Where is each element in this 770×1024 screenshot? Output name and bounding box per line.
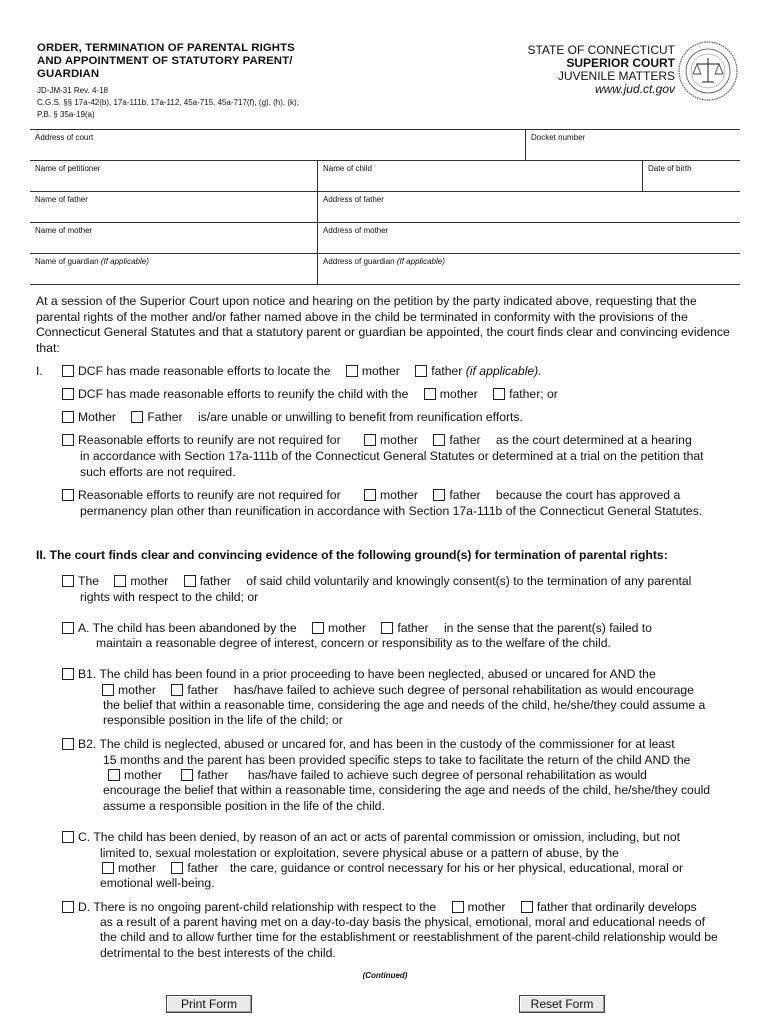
mother-name-field[interactable]: Name of mother bbox=[35, 226, 93, 235]
s2-a-mother-checkbox[interactable] bbox=[312, 622, 324, 634]
s2-b1-mother-checkbox[interactable] bbox=[102, 684, 114, 696]
s2-b1-checkbox[interactable] bbox=[62, 668, 74, 680]
print-form-button[interactable]: Print Form bbox=[166, 995, 252, 1013]
s1-not-required-hearing: Reasonable efforts to reunify are not required for mother father as the court determined at a hearing bbox=[62, 433, 692, 449]
row-father bbox=[30, 191, 740, 222]
s1-hearing-father-checkbox[interactable] bbox=[433, 434, 445, 446]
s1-hearing-checkbox[interactable] bbox=[62, 434, 74, 446]
title-line-3: GUARDIAN bbox=[37, 68, 100, 80]
s1-unable-mother-checkbox[interactable] bbox=[62, 411, 74, 423]
s2-c-line-2: limited to, sexual molestation or exploitation, severe physical abuse or a pattern of abuse, by the bbox=[100, 846, 619, 860]
s2-d-line-3: the child and to allow further time for the establishment or reestablishment of the parent-child relationship would be bbox=[100, 930, 718, 944]
s2-consent-line-2: rights with respect to the child; or bbox=[80, 590, 259, 604]
s1-reunify-line: DCF has made reasonable efforts to reunify the child with the mother father; or bbox=[62, 387, 558, 403]
s2-b2-line-2: 15 months and the parent has been provided specific steps to take to facilitate the return of the child AND the bbox=[103, 753, 691, 767]
s2-consent-line: The mother father of said child voluntarily and knowingly consent(s) to the termination of any parental bbox=[62, 574, 691, 590]
s2-d-line: D. There is no ongoing parent-child relationship with respect to the mother father that ordinarily develops bbox=[62, 900, 697, 916]
s1-reunify-mother-checkbox[interactable] bbox=[424, 388, 436, 400]
intro-paragraph: At a session of the Superior Court upon notice and hearing on the petition by the party indicated above, requesting that the parental rights of the mother and/or father named above in the child be terminated in conformity with the provisions of the Connecticut General Statutes and that a statutory parent or guardian be appointed, the court finds clear and convincing evidence that: bbox=[36, 294, 730, 355]
address-of-court-field[interactable]: Address of court bbox=[35, 133, 94, 142]
s2-a-father-checkbox[interactable] bbox=[381, 622, 393, 634]
row-guardian bbox=[30, 253, 740, 285]
s2-a-line: A. The child has been abandoned by the mother father in the sense that the parent(s) failed to bbox=[62, 621, 652, 637]
s2-d-checkbox[interactable] bbox=[62, 901, 74, 913]
s1-locate-checkbox[interactable] bbox=[62, 365, 74, 377]
father-address-field[interactable]: Address of father bbox=[317, 192, 740, 222]
guardian-name-field[interactable]: Name of guardian (If applicable) bbox=[35, 257, 149, 266]
matters-name: JUVENILE MATTERS bbox=[557, 69, 675, 83]
s1-locate-line: DCF has made reasonable efforts to locate the mother father (if applicable). bbox=[62, 364, 542, 380]
s2-b2-checkbox[interactable] bbox=[62, 738, 74, 750]
s2-b2-line-3: mother father has/have failed to achieve such degree of personal rehabilitation as would bbox=[108, 768, 647, 784]
s1-hearing-line-2: in accordance with Section 17a-111b of the Connecticut General Statutes or determined at a trial on the petition that bbox=[80, 449, 704, 463]
s2-c-line: C. The child has been denied, by reason of an act or acts of parental commission or omission, including, but not bbox=[62, 830, 680, 846]
s2-c-mother-checkbox[interactable] bbox=[102, 862, 114, 874]
s2-consent-father-checkbox[interactable] bbox=[184, 575, 196, 587]
website: www.jud.ct.gov bbox=[594, 82, 675, 96]
s2-d-father-checkbox[interactable] bbox=[521, 901, 533, 913]
s1-plan-mother-checkbox[interactable] bbox=[364, 489, 376, 501]
reset-form-button[interactable]: Reset Form bbox=[519, 995, 605, 1013]
s2-c-checkbox[interactable] bbox=[62, 831, 74, 843]
continued-label: (Continued) bbox=[362, 971, 408, 980]
s2-c-line-4: emotional well-being. bbox=[100, 876, 215, 890]
s2-d-line-4: detrimental to the best interests of the child. bbox=[100, 946, 336, 960]
date-of-birth-field[interactable]: Date of birth bbox=[642, 161, 740, 191]
mother-address-field[interactable]: Address of mother bbox=[317, 223, 740, 253]
s1-hearing-line-3: such efforts are not required. bbox=[80, 465, 236, 479]
petitioner-field[interactable]: Name of petitioner bbox=[35, 164, 101, 173]
s1-plan-line-2: permanency plan other than reunification in accordance with Section 17a-111b of the Connecticut General Statutes. bbox=[80, 504, 703, 518]
child-name-field[interactable]: Name of child bbox=[317, 161, 642, 191]
form-title bbox=[37, 42, 367, 81]
s2-b2-line-5: assume a responsible position in the life of the child. bbox=[103, 799, 385, 813]
s2-consent-mother-checkbox[interactable] bbox=[114, 575, 126, 587]
s2-a-line-2: maintain a reasonable degree of interest, concern or responsibility as to the welfare of the child. bbox=[96, 636, 611, 650]
s2-b2-father-checkbox[interactable] bbox=[181, 769, 193, 781]
row-court bbox=[30, 129, 740, 160]
form-number: JD-JM-31 Rev. 4-18 bbox=[37, 86, 108, 95]
s1-unable-line: Mother Father is/are unable or unwilling to benefit from reunification efforts. bbox=[62, 410, 523, 426]
father-name-field[interactable]: Name of father bbox=[35, 195, 88, 204]
s2-b2-mother-checkbox[interactable] bbox=[108, 769, 120, 781]
s2-b1-line: B1. The child has been found in a prior proceeding to have been neglected, abused or uncared for AND the bbox=[62, 667, 656, 683]
s1-not-required-plan: Reasonable efforts to reunify are not required for mother father because the court has approved a bbox=[62, 488, 680, 504]
row-petitioner bbox=[30, 160, 740, 191]
row-mother bbox=[30, 222, 740, 253]
statutes-line-1: C.G.S. §§ 17a-42(b), 17a-111b, 17a-112, 45a-715, 45a-717(f), (g), (h), (k); bbox=[37, 98, 299, 107]
s1-reunify-checkbox[interactable] bbox=[62, 388, 74, 400]
s2-d-mother-checkbox[interactable] bbox=[452, 901, 464, 913]
case-fields bbox=[30, 129, 740, 285]
s2-c-line-3: mother father the care, guidance or control necessary for his or her physical, educational, moral or bbox=[102, 861, 683, 877]
s2-c-father-checkbox[interactable] bbox=[171, 862, 183, 874]
title-line-2: AND APPOINTMENT OF STATUTORY PARENT/ bbox=[37, 55, 293, 67]
s2-b2-line: B2. The child is neglected, abused or uncared for, and has been in the custody of the commissioner for at least bbox=[62, 737, 675, 753]
section-1-numeral: I. bbox=[36, 364, 43, 378]
s1-locate-father-checkbox[interactable] bbox=[415, 365, 427, 377]
s2-a-checkbox[interactable] bbox=[62, 622, 74, 634]
court-name: SUPERIOR COURT bbox=[566, 56, 675, 70]
state-name: STATE OF CONNECTICUT bbox=[527, 43, 675, 57]
docket-number-field[interactable]: Docket number bbox=[525, 130, 740, 160]
s2-b1-line-4: responsible position in the life of the child; or bbox=[103, 713, 343, 727]
s1-reunify-father-checkbox[interactable] bbox=[493, 388, 505, 400]
s2-b1-line-2: mother father has/have failed to achieve such degree of personal rehabilitation as would encourage bbox=[102, 683, 694, 699]
s2-b2-line-4: encourage the belief that within a reasonable time, considering the age and needs of the child, he/she/they could bbox=[103, 783, 711, 797]
title-line-1: ORDER, TERMINATION OF PARENTAL RIGHTS bbox=[37, 42, 295, 54]
s2-b1-father-checkbox[interactable] bbox=[171, 684, 183, 696]
s2-d-line-2: as a result of a parent having met on a day-to-day basis the physical, emotional, moral and educational needs of bbox=[100, 915, 705, 929]
s1-plan-father-checkbox[interactable] bbox=[433, 489, 445, 501]
s1-unable-father-checkbox[interactable] bbox=[131, 411, 143, 423]
s1-locate-mother-checkbox[interactable] bbox=[346, 365, 358, 377]
court-block bbox=[527, 44, 675, 96]
court-seal-icon bbox=[677, 40, 739, 102]
guardian-address-field[interactable]: Address of guardian (If applicable) bbox=[317, 254, 740, 284]
statutes-line-2: P.B. § 35a-19(a) bbox=[37, 110, 95, 119]
s2-b1-line-3: the belief that within a reasonable time, considering the age and needs of the child, he/she/they could assume a bbox=[103, 698, 706, 712]
s1-hearing-mother-checkbox[interactable] bbox=[364, 434, 376, 446]
s1-plan-checkbox[interactable] bbox=[62, 489, 74, 501]
s2-consent-checkbox[interactable] bbox=[62, 575, 74, 587]
form-info bbox=[37, 85, 299, 121]
section-2-heading: II. The court finds clear and convincing evidence of the following ground(s) for termination of parental rights: bbox=[36, 548, 668, 562]
